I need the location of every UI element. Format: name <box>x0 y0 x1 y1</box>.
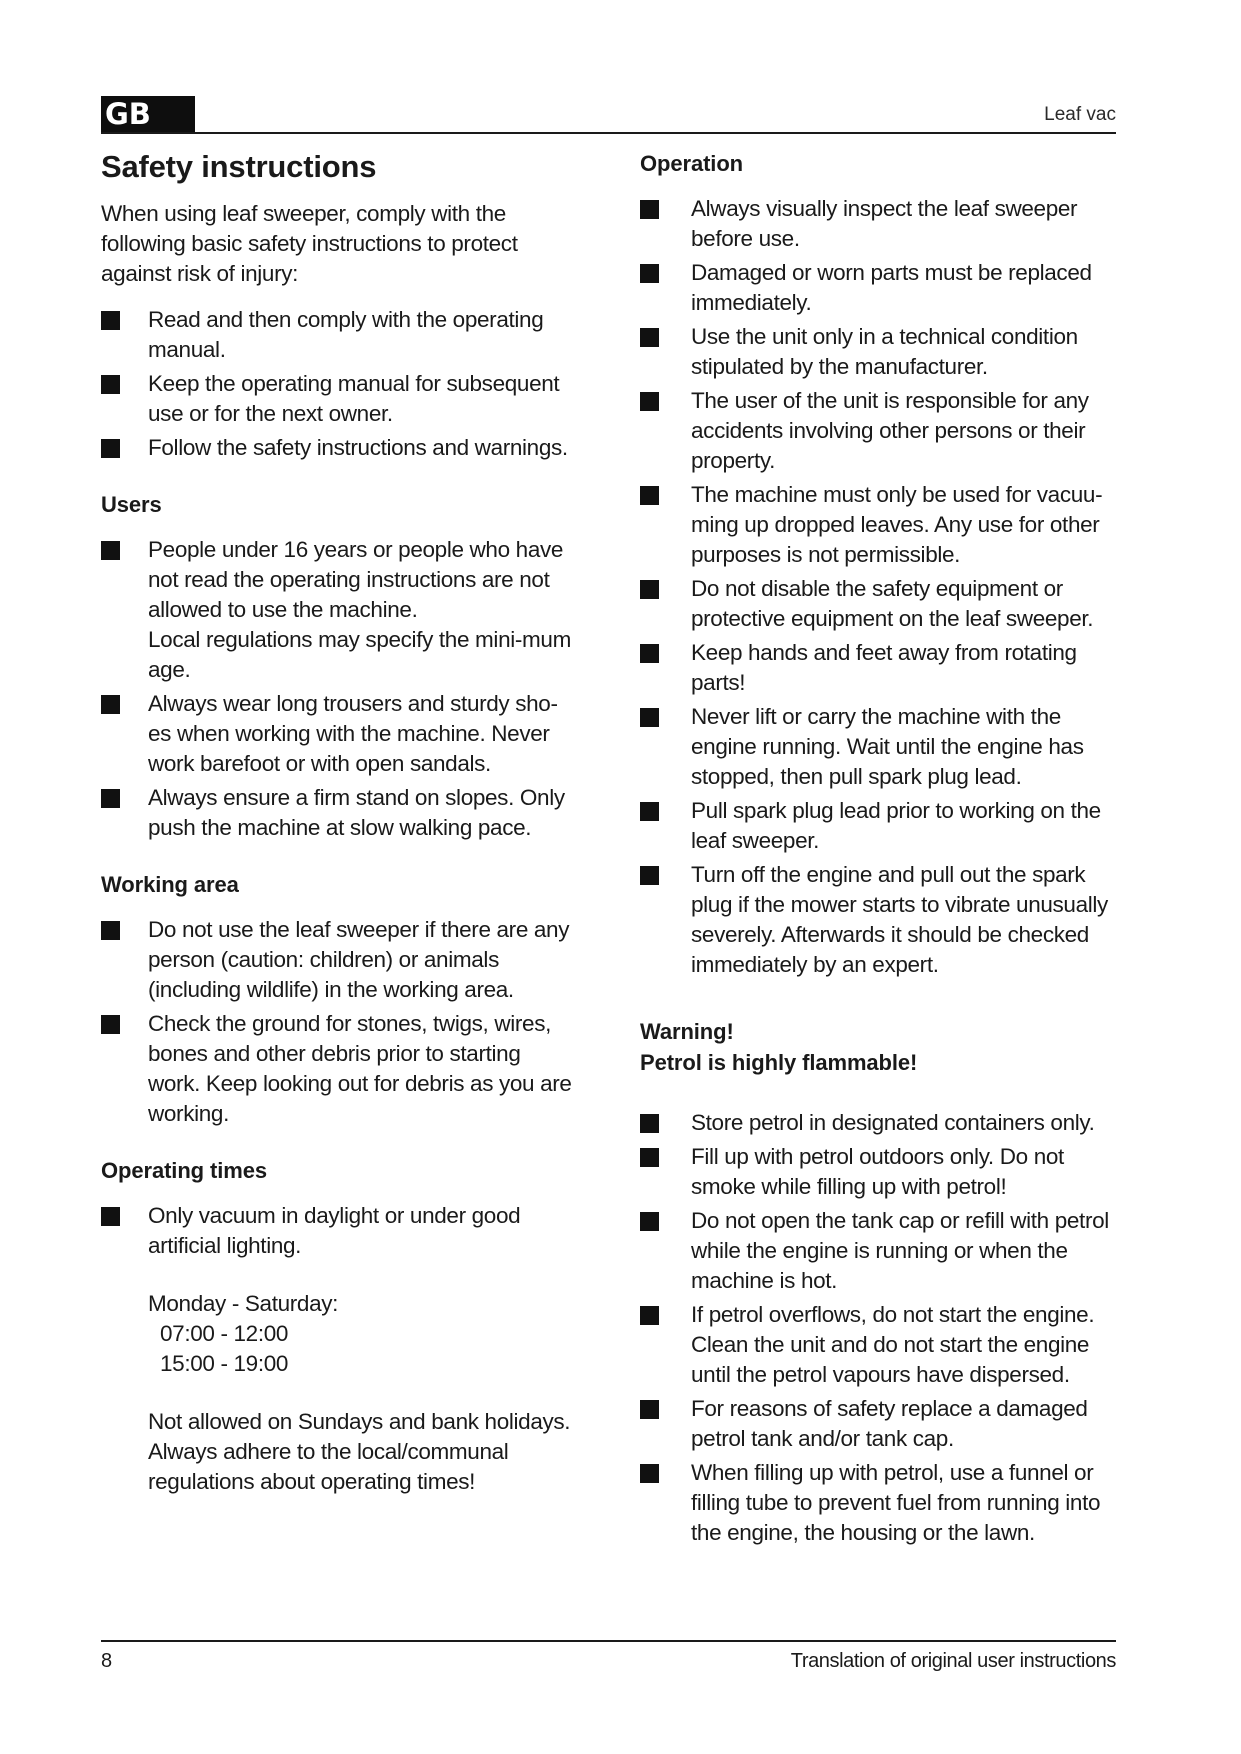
bullet-square-icon <box>640 580 659 599</box>
left-column <box>101 148 578 1501</box>
list-item: Always ensure a firm stand on slopes. Only push the machine at slow walking pace. <box>101 783 578 843</box>
list-item: Turn off the engine and pull out the spark plug if the mower starts to vibrate unusually severely. Afterwards it should be checked immediately by an expert. <box>640 860 1120 980</box>
working-area-section <box>101 869 578 1129</box>
list-item: Follow the safety instructions and warnings. <box>101 433 578 463</box>
list-item: Do not open the tank cap or refill with petrol while the engine is running or when the machine is hot. <box>640 1206 1120 1296</box>
warning-title: Warning! <box>640 1018 734 1044</box>
list-item: If petrol overflows, do not start the engine. Clean the unit and do not start the engine until the petrol vapours have dispersed. <box>640 1300 1120 1390</box>
section-heading: Operating times <box>101 1157 267 1183</box>
bullet-square-icon <box>101 541 120 560</box>
list-item: People under 16 years or people who have not read the operating instructions are not allowed to use the machine. Local regulations may specify the mini-mum age. <box>101 535 578 685</box>
schedule-note: Always adhere to the local/communal regulations about operating times! <box>148 1438 509 1494</box>
schedule-note: Not allowed on Sundays and bank holidays. <box>148 1408 571 1434</box>
language-badge: GB <box>101 96 195 132</box>
bullet-square-icon <box>101 1015 120 1034</box>
working-area-list <box>101 915 578 1129</box>
list-item: Store petrol in designated containers only. <box>640 1108 1120 1138</box>
list-item: Damaged or worn parts must be replaced immediately. <box>640 258 1120 318</box>
bullet-square-icon <box>101 439 120 458</box>
bullet-square-icon <box>640 1464 659 1483</box>
bullet-square-icon <box>640 802 659 821</box>
list-item: Use the unit only in a technical condition stipulated by the manufacturer. <box>640 322 1120 382</box>
list-item: Do not disable the safety equipment or protective equipment on the leaf sweeper. <box>640 574 1120 634</box>
list-item: Read and then comply with the operating manual. <box>101 305 578 365</box>
bullet-square-icon <box>101 1207 120 1226</box>
footer-text: Translation of original user instructions <box>790 1650 1116 1672</box>
bullet-square-icon <box>640 866 659 885</box>
list-item: Always wear long trousers and sturdy sho-es when working with the machine. Never work barefoot or with open sandals. <box>101 689 578 779</box>
schedule-time: 15:00 - 19:00 <box>160 1350 289 1376</box>
section-heading: Users <box>101 492 162 518</box>
bullet-square-icon <box>640 1400 659 1419</box>
list-item: Keep hands and feet away from rotating parts! <box>640 638 1120 698</box>
bullet-square-icon <box>640 1212 659 1231</box>
bullet-square-icon <box>101 375 120 394</box>
bullet-square-icon <box>640 1148 659 1167</box>
warning-block <box>640 1016 1120 1078</box>
list-item: Never lift or carry the machine with the engine running. Wait until the engine has stopped, then pull spark plug lead. <box>640 702 1120 792</box>
list-item: Pull spark plug lead prior to working on the leaf sweeper. <box>640 796 1120 856</box>
right-column <box>640 148 1120 1552</box>
bullet-square-icon <box>640 644 659 663</box>
operating-times-section <box>101 1155 578 1497</box>
bullet-square-icon <box>640 328 659 347</box>
list-item: Only vacuum in daylight or under good artificial lighting. Monday - Saturday: 07:00 - 12:00 15:00 - 19:00 Not allowed on Sundays and bank holidays. Always adhere to the local/communal regulations about operating times! <box>101 1201 578 1497</box>
bullet-square-icon <box>640 1306 659 1325</box>
bullet-square-icon <box>640 1114 659 1133</box>
list-item: For reasons of safety replace a damaged petrol tank and/or tank cap. <box>640 1394 1120 1454</box>
list-item: Always visually inspect the leaf sweeper before use. <box>640 194 1120 254</box>
list-item: The user of the unit is responsible for any accidents involving other persons or their property. <box>640 386 1120 476</box>
bullet-square-icon <box>640 264 659 283</box>
bullet-square-icon <box>640 486 659 505</box>
list-item: When filling up with petrol, use a funnel or filling tube to prevent fuel from running into the engine, the housing or the lawn. <box>640 1458 1120 1548</box>
section-heading: Working area <box>101 872 239 898</box>
bullet-square-icon <box>640 708 659 727</box>
document-title: Leaf vac <box>1044 104 1116 125</box>
bullet-square-icon <box>101 789 120 808</box>
list-item: Do not use the leaf sweeper if there are any person (caution: children) or animals (including wildlife) in the working area. <box>101 915 578 1005</box>
list-item: Check the ground for stones, twigs, wires, bones and other debris prior to starting work. Keep looking out for debris as you are working. <box>101 1009 578 1129</box>
list-item: Keep the operating manual for subsequent use or for the next owner. <box>101 369 578 429</box>
page-footer <box>101 1640 1116 1672</box>
list-item-extra: Local regulations may specify the mini-mum age. <box>148 627 571 683</box>
warning-subtitle: Petrol is highly flammable! <box>640 1049 918 1075</box>
bullet-square-icon <box>101 311 120 330</box>
schedule-label: Monday - Saturday: <box>148 1290 339 1316</box>
operating-times-list <box>101 1201 578 1497</box>
page-number: 8 <box>101 1650 113 1672</box>
bullet-square-icon <box>101 921 120 940</box>
bullet-square-icon <box>101 695 120 714</box>
bullet-square-icon <box>640 392 659 411</box>
section-heading: Operation <box>640 151 743 176</box>
page-header <box>101 96 1116 134</box>
bullet-square-icon <box>640 200 659 219</box>
page-title: Safety instructions <box>101 149 377 184</box>
general-list <box>101 305 578 463</box>
intro-paragraph: When using leaf sweeper, comply with the following basic safety instructions to protect against risk of injury: <box>101 201 518 287</box>
list-item: The machine must only be used for vacuu-ming up dropped leaves. Any use for other purposes is not permissible. <box>640 480 1120 570</box>
users-list <box>101 535 578 843</box>
users-section <box>101 489 578 843</box>
operation-list <box>640 194 1120 980</box>
petrol-list <box>640 1108 1120 1548</box>
operation-section <box>640 148 1120 980</box>
schedule-time: 07:00 - 12:00 <box>160 1320 289 1346</box>
list-item: Fill up with petrol outdoors only. Do not smoke while filling up with petrol! <box>640 1142 1120 1202</box>
